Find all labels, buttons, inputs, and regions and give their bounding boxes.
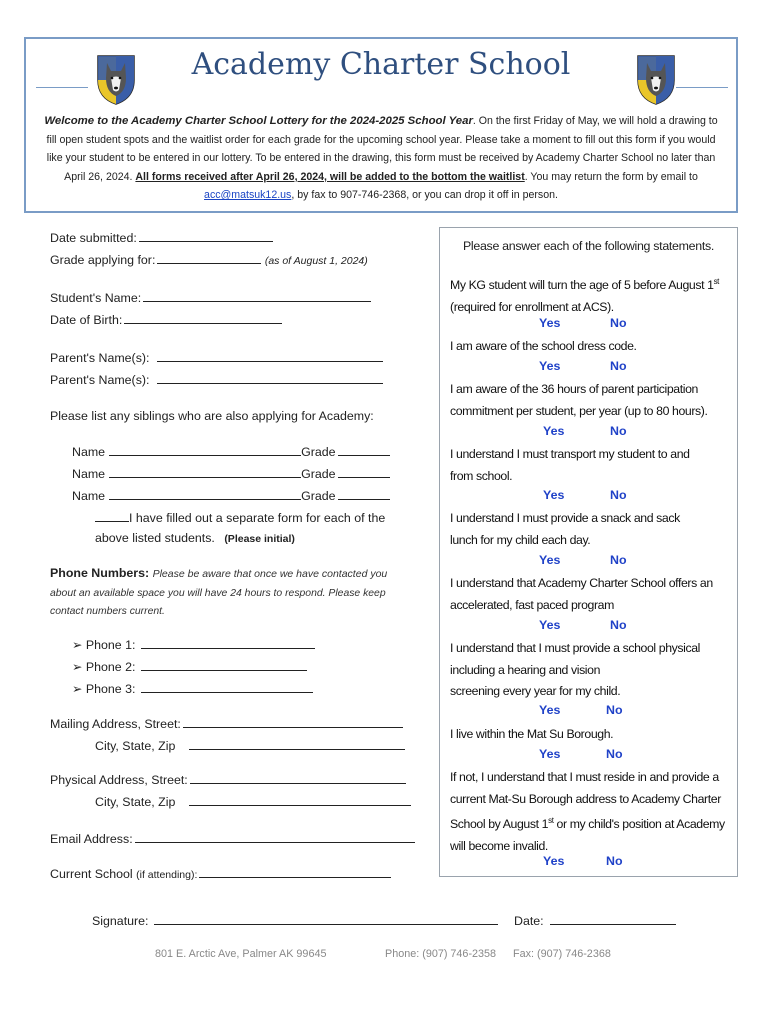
phone-blank-2[interactable] — [141, 658, 307, 671]
bullet-arrow-icon: ➢ — [72, 660, 86, 674]
statement-physical-line-2: including a hearing and vision — [450, 662, 601, 677]
physical-city-field — [95, 793, 411, 809]
statement-transport-line-2: from school. — [450, 468, 513, 483]
signature-label: Signature: — [92, 914, 149, 928]
statements-heading: Please answer each of the following statements. — [462, 239, 715, 253]
yes-option[interactable]: Yes — [539, 703, 561, 717]
phone-field-2 — [72, 658, 307, 674]
statements-box — [439, 227, 738, 877]
statement-physical-line-3: screening every year for my child. — [450, 684, 621, 698]
statement-dress-code: I am aware of the school dress code. — [450, 339, 637, 353]
intro-deadline-warning: All forms received after April 26, 2024, will be added to the bottom the waitlist — [135, 170, 525, 183]
physical-city-blank[interactable] — [189, 793, 411, 806]
current-school-blank[interactable] — [199, 865, 391, 878]
statement-residency-line-3a: School by August 1 — [450, 817, 549, 832]
sibling-row — [72, 487, 390, 503]
student-name-field — [50, 289, 371, 305]
sibling-name-blank[interactable] — [109, 465, 301, 478]
no-option[interactable]: No — [610, 424, 627, 438]
superscript-st: st — [548, 816, 554, 825]
sibling-row — [72, 443, 390, 459]
please-initial-note: (Please initial) — [224, 533, 295, 545]
statement-parent-hours — [450, 379, 732, 422]
student-name-label: Student's Name: — [50, 291, 142, 305]
statement-physical-line-1: I understand that I must provide a school physical — [450, 641, 700, 655]
email-field — [50, 830, 415, 846]
title-rule-right — [676, 87, 728, 88]
current-school-label: Current School — [50, 867, 133, 881]
no-option[interactable]: No — [610, 316, 627, 330]
bullet-arrow-icon: ➢ — [72, 682, 86, 696]
intro-lead: Welcome to the Academy Charter School Lottery for the 2024-2025 School Year — [44, 115, 473, 127]
bullet-arrow-icon: ➢ — [72, 638, 86, 652]
statement-accelerated — [450, 573, 732, 616]
statement-residency-line-1: If not, I understand that I must reside in and provide a — [450, 770, 719, 784]
intro-text-1: . On the first Friday of May, we will hold a drawing to fill open student spots and the waitlist order for each grade for the upcoming school year. Please take a moment to fill out this form if you would like your student to be entered in our lottery. To be entered in the drawing, this form must be received by Academy Charter School no later than April 26, 2024. — [46, 115, 718, 183]
parent-name-label-2: Parent's Name(s): — [50, 373, 150, 387]
footer-phone: Phone: (907) 746-2358 — [385, 948, 497, 960]
statement-residency-line-2: current Mat-Su Borough address to Academy Charter — [450, 791, 721, 806]
date-submitted-label: Date submitted: — [50, 231, 137, 245]
statement-transport-line-1: I understand I must transport my student to and — [450, 447, 690, 461]
current-school-field — [50, 865, 391, 881]
statement-parent-hours-line-1: I am aware of the 36 hours of parent participation — [450, 382, 698, 396]
parent-name-label-1: Parent's Name(s): — [50, 351, 150, 365]
parent-name-blank-1[interactable] — [157, 349, 383, 362]
statement-kg-age-line-1: My KG student will turn the age of 5 before August 1 — [450, 278, 714, 293]
sign-date-blank[interactable] — [550, 912, 676, 925]
footer-fax: Fax: (907) 746-2368 — [513, 948, 611, 960]
statement-snack-lunch-line-2: lunch for my child each day. — [450, 532, 591, 547]
date-submitted-field — [50, 229, 273, 245]
no-option[interactable]: No — [606, 747, 623, 761]
statement-residency — [450, 767, 732, 857]
sibling-name-blank[interactable] — [109, 443, 301, 456]
dob-label: Date of Birth: — [50, 313, 123, 327]
footer-address: 801 E. Arctic Ave, Palmer AK 99645 — [155, 948, 327, 960]
phone-label-1: Phone 1: — [85, 638, 136, 652]
email-link[interactable]: acc@matsuk12.us — [204, 189, 292, 202]
sibling-grade-blank[interactable] — [338, 487, 390, 500]
yes-option[interactable]: Yes — [539, 618, 561, 632]
phone-note-2: about an available space you will have 24 hours to respond. Please keep — [50, 588, 386, 599]
sibling-name-label: Name — [72, 445, 106, 459]
grade-blank[interactable] — [157, 251, 261, 264]
siblings-prompt: Please list any siblings who are also applying for Academy: — [50, 409, 374, 423]
statement-accelerated-line-2: accelerated, fast paced program — [450, 597, 614, 612]
statement-residency-line-3 — [450, 810, 732, 836]
yes-option[interactable]: Yes — [539, 316, 561, 330]
sibling-row — [72, 465, 390, 481]
header-box — [24, 37, 738, 213]
phone-label-2: Phone 2: — [85, 660, 136, 674]
no-option[interactable]: No — [606, 854, 623, 868]
separate-form-line-2 — [95, 531, 295, 545]
phone-label-3: Phone 3: — [85, 682, 136, 696]
email-blank[interactable] — [135, 830, 415, 843]
phone-field-3 — [72, 680, 313, 696]
physical-street-blank[interactable] — [190, 771, 406, 784]
physical-street-label: Physical Address, Street: — [50, 773, 188, 787]
superscript-st: st — [713, 277, 719, 286]
sibling-grade-blank[interactable] — [338, 443, 390, 456]
separate-form-text-2: above listed students. — [95, 531, 215, 545]
grade-note: (as of August 1, 2024) — [264, 255, 368, 267]
sibling-name-blank[interactable] — [109, 487, 301, 500]
statement-residency-line-3b: or my child's position at Academy — [553, 817, 725, 832]
if-attending-note: (if attending): — [136, 869, 198, 881]
yes-option[interactable]: Yes — [539, 747, 561, 761]
statement-kg-age-line-2: (required for enrollment at ACS). — [450, 299, 614, 314]
title-rule-left — [36, 87, 88, 88]
date-submitted-blank[interactable] — [139, 229, 273, 242]
mailing-city-label: City, State, Zip — [95, 739, 176, 753]
no-option[interactable]: No — [610, 553, 627, 567]
signature-field — [92, 912, 498, 928]
dob-blank[interactable] — [124, 311, 282, 324]
phone-note-1: Please be aware that once we have contacted you — [152, 568, 388, 580]
intro-paragraph — [38, 112, 724, 205]
sibling-grade-label: Grade — [301, 489, 336, 503]
student-name-blank[interactable] — [143, 289, 371, 302]
statement-snack-lunch — [450, 508, 732, 551]
page-title: Academy Charter School — [191, 47, 571, 82]
parent-name-field-2 — [50, 371, 383, 387]
sibling-grade-label: Grade — [301, 445, 336, 459]
yes-option[interactable]: Yes — [543, 488, 565, 502]
physical-city-label: City, State, Zip — [95, 795, 176, 809]
mailing-city-field — [95, 737, 405, 753]
statement-accelerated-line-1: I understand that Academy Charter School offers an — [450, 576, 713, 590]
no-option[interactable]: No — [610, 359, 627, 373]
dob-field — [50, 311, 282, 327]
physical-street-field — [50, 771, 406, 787]
phone-field-1 — [72, 636, 315, 652]
separate-form-text: I have filled out a separate form for each of the — [129, 511, 386, 525]
statement-kg-age — [450, 271, 732, 318]
sign-date-field — [514, 912, 676, 928]
sibling-grade-label: Grade — [301, 467, 336, 481]
email-label: Email Address: — [50, 832, 133, 846]
phone-heading-line — [50, 566, 387, 580]
mailing-city-blank[interactable] — [189, 737, 405, 750]
parent-name-blank-2[interactable] — [157, 371, 383, 384]
yes-option[interactable]: Yes — [539, 553, 561, 567]
initial-blank[interactable] — [95, 509, 129, 522]
signature-blank[interactable] — [154, 912, 498, 925]
sibling-name-label: Name — [72, 489, 106, 503]
statement-transport — [450, 444, 732, 487]
statement-physical — [450, 638, 732, 703]
phone-blank-3[interactable] — [141, 680, 313, 693]
no-option[interactable]: No — [610, 488, 627, 502]
mailing-street-field — [50, 715, 403, 731]
yes-option[interactable]: Yes — [543, 424, 565, 438]
sibling-name-label: Name — [72, 467, 106, 481]
statement-snack-lunch-line-1: I understand I must provide a snack and sack — [450, 511, 680, 525]
sibling-grade-blank[interactable] — [338, 465, 390, 478]
statement-residency-line-4: will become invalid. — [450, 838, 548, 853]
mailing-street-label: Mailing Address, Street: — [50, 717, 181, 731]
statement-borough: I live within the Mat Su Borough. — [450, 727, 614, 741]
grade-field — [50, 251, 368, 267]
parent-name-field-1 — [50, 349, 383, 365]
sign-date-label: Date: — [514, 914, 544, 928]
phone-heading: Phone Numbers: — [50, 566, 150, 580]
intro-text-2: . You may return the form by email to — [524, 170, 698, 183]
no-option[interactable]: No — [606, 703, 623, 717]
intro-text-3: , by fax to 907-746-2368, or you can drop it off in person. — [291, 189, 558, 202]
yes-option[interactable]: Yes — [543, 854, 565, 868]
phone-blank-1[interactable] — [141, 636, 315, 649]
grade-label: Grade applying for: — [50, 253, 156, 267]
phone-note-3: contact numbers current. — [50, 606, 165, 617]
no-option[interactable]: No — [610, 618, 627, 632]
yes-option[interactable]: Yes — [539, 359, 561, 373]
statement-parent-hours-line-2: commitment per student, per year (up to 80 hours). — [450, 403, 708, 418]
mailing-street-blank[interactable] — [183, 715, 403, 728]
separate-form-line — [95, 509, 385, 525]
